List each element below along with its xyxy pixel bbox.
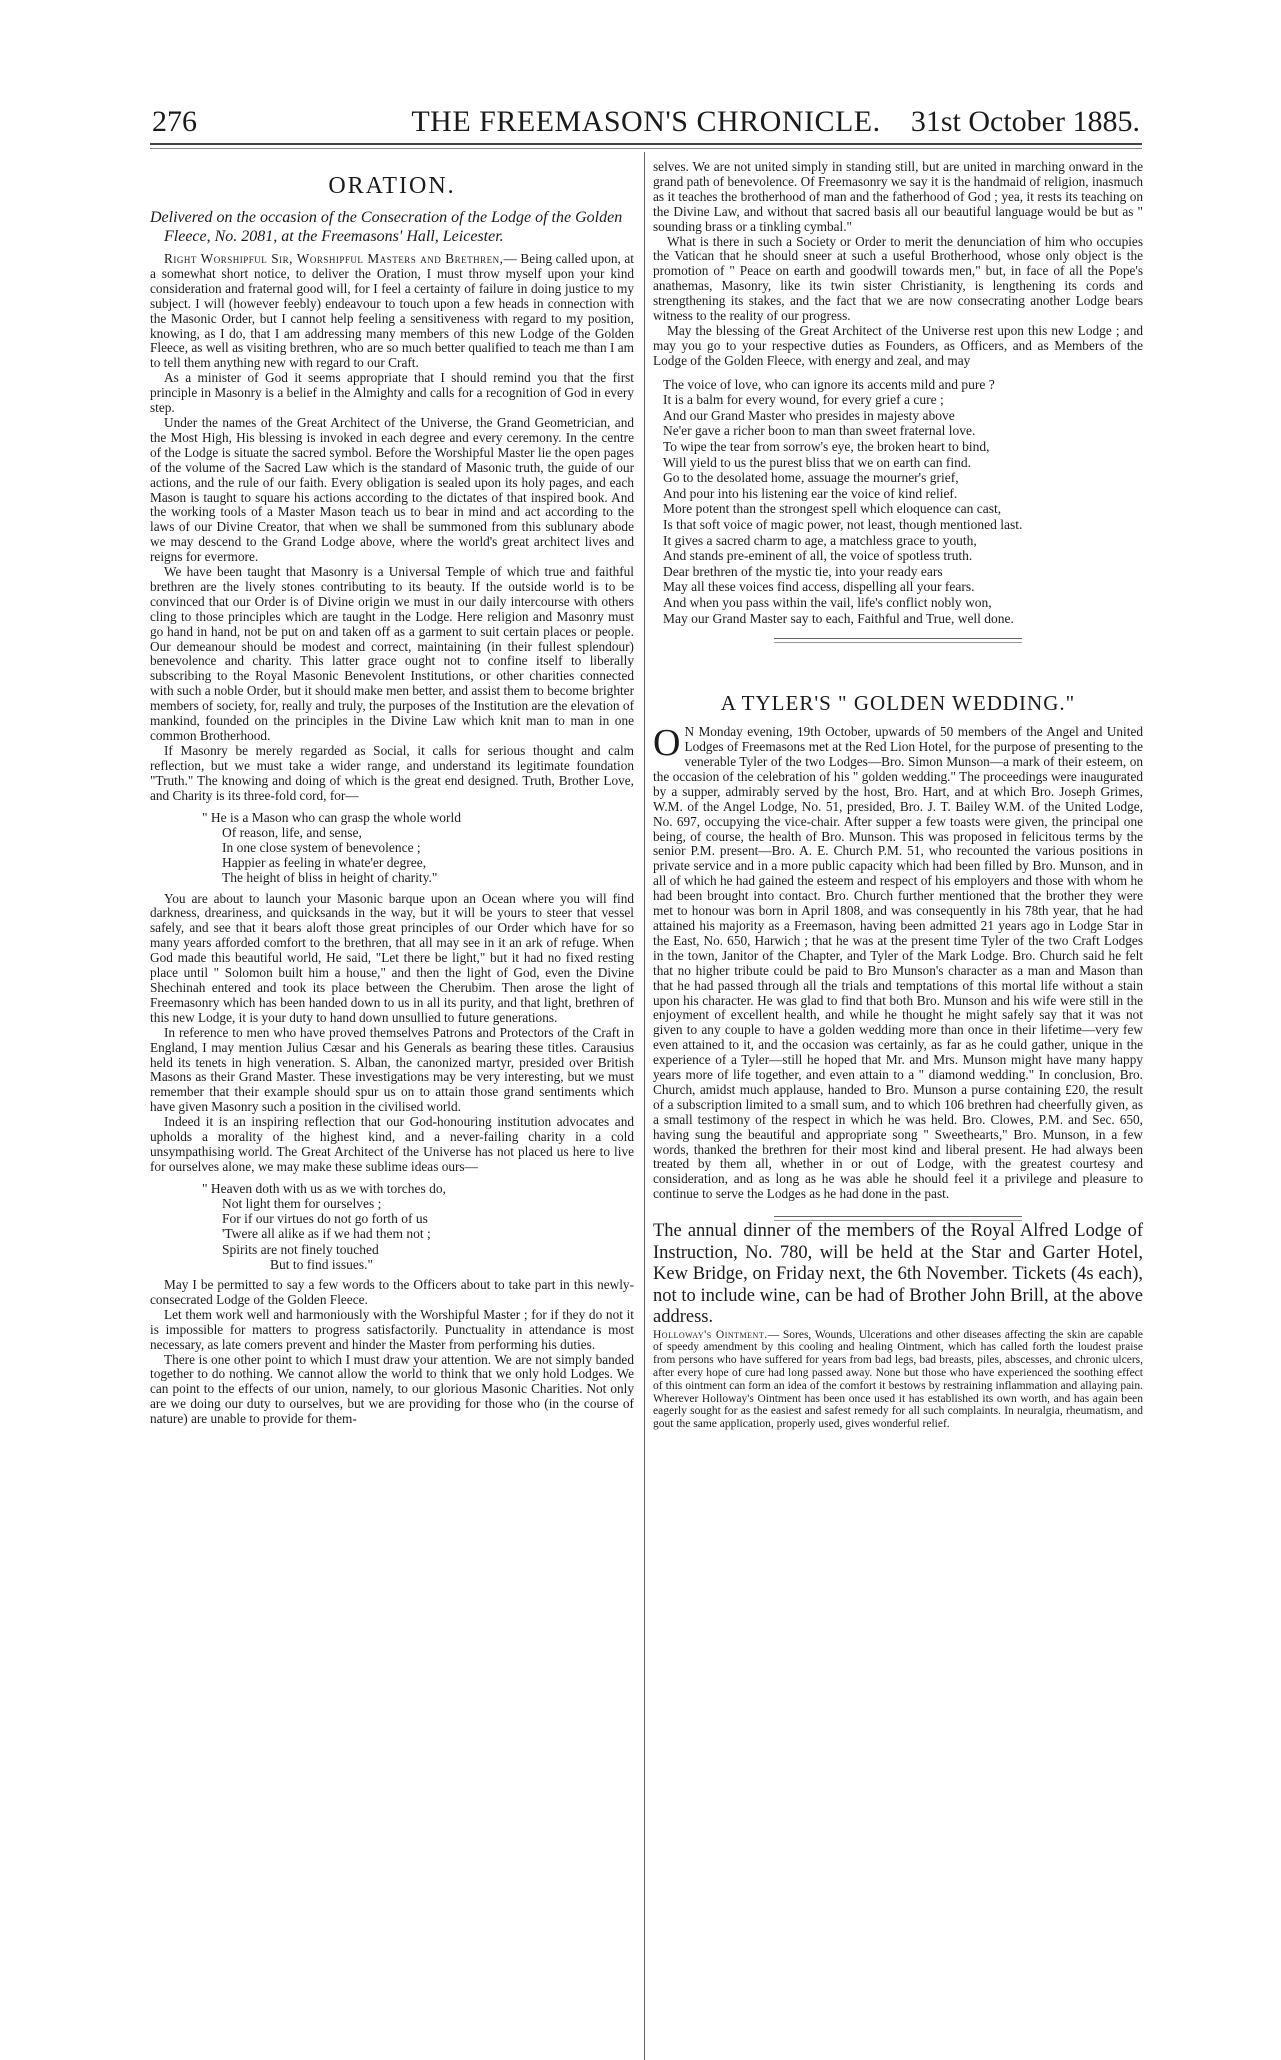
verse-line: It gives a sacred charm to age, a matchless grace to youth,: [663, 532, 977, 548]
verse-line: The height of bliss in height of charity.": [222, 870, 438, 886]
drop-cap: O: [653, 725, 681, 765]
verse-line: And stands pre-eminent of all, the voice of spotless truth.: [663, 548, 973, 564]
verse-line: For if our virtues do not go forth of us: [222, 1211, 428, 1227]
oration-paragraph-11: There is one other point to which I must draw your attention. We are not simply banded together to do nothing. We cannot allow the world to think that we only hold Lodges. We can point to the effects of our union, namely, to our glorious Masonic Charities. Not only are we doing our duty to ourselves, but we are providing for those who (in the course of nature) are unable to provide for them-: [150, 1351, 634, 1427]
masthead-rule: [150, 143, 1142, 145]
section-rule-thin: [774, 642, 1022, 643]
verse-mason: [150, 810, 634, 886]
holloway-advert: [653, 1329, 1143, 1431]
verse-line: And our Grand Master who presides in majesty above: [663, 407, 955, 423]
verse-line: May all these voices find access, dispelling all your fears.: [663, 579, 975, 595]
verse-line: 'Twere all alike as if we had them not ;: [222, 1226, 431, 1242]
verse-line: And pour into his listening ear the voice of kind relief.: [663, 485, 958, 501]
oration-paragraph-14: May the blessing of the Great Architect of the Universe rest upon this new Lodge ; and may you go to your respective duties as Founders, as Officers, and as Members of the Lodge of the Golden Fleece, with energy and zeal, and may: [653, 322, 1143, 368]
tyler-body: N Monday evening, 19th October, upwards of 50 members of the Angel and United Lodges of Freemasons met at the Red Lion Hotel, for the purpose of presenting to the venerable Tyler of the two Lodges—Bro. Simon Munson—a mark of their esteem, on the occasion of the celebration of his " golden wedding." The proceedings were inaugurated by a supper, admirably served by the host, Bro. Hart, and at which Bro. Joseph Grimes, W.M. of the Angel Lodge, No. 51, presided, Bro. J. T. Bailey W.M. of the United Lodge, No. 697, occupying the vice-chair. After supper a few toasts were given, the principal one being, of course, the health of Bro. Munson. This was proposed in felicitous terms by the senior P.M. present—Bro. A. E. Church P.M. 51, who recounted the various positions in private service and in a more public capacity which had been filled by Bro. Munson, and in all of which he had gained the esteem and respect of his employers and those with whom he had been brought into contact. Bro. Church further mentioned that the brother they were met to honour was born in April 1808, and was consequently in his 78th year, that he had attained his majority as a Freemason, having been admitted 21 years ago in Lodge Star in the East, No. 650, Harwich ; that he was at the present time Tyler of the two Craft Lodges in the town, Janitor of the Chapter, and Tyler of the Mark Lodge. Bro. Church said he felt that no higher tribute could be paid to Bro Munson's character as a man and Mason than that he had passed through all the trials and temptations of this mortal life without a stain upon his character. He was glad to find that both Bro. Munson and his wife were still in the enjoyment of excellent health, and while he thought he might safely say that it was not given to any couple to have a golden wedding more than once in their lifetime—very few even attained to it, and the occasion was certainly, as far as he could gather, unique in the experience of a Tyler—still he hoped that Mr. and Mrs. Munson might have many happy years more of life together, and even attain to a " diamond wedding." In conclusion, Bro. Church, amidst much applause, handed to Bro. Munson a purse containing £20, the result of a subscription limited to a small sum, and to which 106 brethren had cheerfully given, as a small testimony of the respect in which he was held. Bro. Clowes, P.M. and Sec. 650, having sung the beautiful and appropriate song " Sweethearts," Bro. Munson, in a few words, thanked the brethren for their most kind and liberal present. He had always been treated by them all, whether in or out of Lodge, with the greatest courtesy and consideration, and as long as he was able he should feel it a privilege and pleasure to continue to serve the Lodges as he had done in the past.: [653, 725, 1143, 1202]
verse-line: Ne'er gave a richer boon to man than sweet fraternal love.: [663, 423, 976, 439]
oration-paragraph-7: In reference to men who have proved themselves Patrons and Protectors of the Craft in England, I may mention Julius Cæsar and his Generals as bearing these titles. Carausius held its tenets in high veneration. S. Alban, the canonized martyr, presided over British Masons as their Grand Master. These investigations may be very interesting, but we must remember that their example should spur us on to attain those grand sentiments which have given Masonry such a position in the civilised world.: [150, 1024, 634, 1115]
oration-paragraph-6: You are about to launch your Masonic barque upon an Ocean where you will find darkness, dreariness, and quicksands in the way, but it will be yours to steer that vessel safely, and see that it bears aloft those great principles of our Order which have for so many years afforded comfort to the brethren, that all may see in it an ark of refuge. When God made this beautiful world, He said, "Let there be light," but it had no fixed resting place until " Solomon built him a house," and then the light of God, even the Divine Shechinah entered and took its place between the Cherubim. Then arose the light of Freemasonry which has been handed down to us in all its purity, and that light, brethren of this new Lodge, it is your duty to hand down unsullied to future generations.: [150, 890, 634, 1025]
section-rule: [774, 638, 1022, 639]
verse-line: More potent than the strongest spell which eloquence can cast,: [663, 501, 1002, 517]
verse-line: " He is a Mason who can grasp the whole world: [202, 809, 461, 825]
advert-body: — Sores, Wounds, Ulcerations and other diseases affecting the skin are capable of speedy amendment by this cooling and healing Ointment, which has called forth the loudest praise from persons who have suffered for years from bad legs, bad breasts, piles, abscesses, and chronic ulcers, after every hope of cure had long passed away. None but those who have experienced the soothing effect of this ointment can form an idea of the comfort it bestows by restraining inflammation and allaying pain. Wherever Holloway's Ointment has been once used it has established its own worth, and has again been eagerly sought for as the easiest and safest remedy for all such complaints. In neuralgia, rheumatism, and gout the same application, properly used, gives wonderful relief.: [653, 1328, 1143, 1431]
verse-line: Spirits are not finely touched: [222, 1241, 379, 1257]
oration-subtitle: Delivered on the occasion of the Consecration of the Lodge of the Golden Fleece, No. 2081, at the Freemasons' Hall, Leicester.: [150, 209, 623, 245]
advert-title: Holloway's Ointment.: [653, 1328, 768, 1341]
publication-title: THE FREEMASON'S CHRONICLE.: [411, 105, 881, 138]
masthead: [152, 104, 1140, 140]
oration-paragraph-9: May I be permitted to say a few words to the Officers about to take part in this newly-consecrated Lodge of the Golden Fleece.: [150, 1276, 634, 1307]
verse-voice-of-love: [653, 377, 1143, 627]
verse-line: May our Grand Master say to each, Faithful and True, well done.: [663, 610, 1014, 626]
verse-line: To wipe the tear from sorrow's eye, the broken heart to bind,: [663, 439, 990, 455]
oration-paragraph-5: If Masonry be merely regarded as Social, it calls for serious thought and calm reflection, but we must take a wider range, and understand its legitimate foundation "Truth." The knowing and doing of which is the great end designed. Truth, Brother Love, and Charity is its three-fold cord, for—: [150, 742, 634, 803]
tyler-heading: A TYLER'S " GOLDEN WEDDING.": [720, 691, 1076, 716]
masthead-rule-thin: [150, 148, 1142, 149]
issue-date: 31st October 1885.: [910, 105, 1140, 138]
left-column: [150, 160, 634, 1427]
oration-paragraph-2: As a minister of God it seems appropriate that I should remind you that the first principle in Masonry is a belief in the Almighty and calls for a recognition of God in every step.: [150, 370, 634, 416]
section-rule: [774, 1216, 1022, 1217]
verse-torches: [150, 1181, 634, 1272]
verse-line: The voice of love, who can ignore its accents mild and pure ?: [663, 376, 995, 392]
verse-line: Dear brethren of the mystic tie, into your ready ears: [663, 563, 943, 579]
page-number: 276: [152, 105, 197, 138]
oration-paragraph-13: What is there in such a Society or Order to merit the denunciation of him who occupies the Vatican that he should sneer at such a useful Brotherhood, whose only object is the promotion of " Peace on earth and goodwill towards men," but, in face of all the Pope's anathemas, Masonry, like its twin sister Christianity, is lengthening its cords and strengthening its stakes, and the fact that we are now consecrating another Lodge bears witness to the reality of our progress.: [653, 233, 1143, 324]
verse-line: It is a balm for every wound, for every grief a cure ;: [663, 392, 944, 408]
verse-line: Will yield to us the purest bliss that we on earth can find.: [663, 454, 972, 470]
verse-line: Is that soft voice of magic power, not least, though mentioned last.: [663, 517, 1023, 533]
verse-line: In one close system of benevolence ;: [222, 839, 421, 855]
oration-paragraph-10: Let them work well and harmoniously with the Worshipful Master ; for if they do not it is impossible for matters to progress satisfactorily. Punctuality in attendance is most necessary, as late comers prevent and hinder the Master from performing his duties.: [150, 1306, 634, 1352]
right-column: [653, 160, 1143, 1431]
oration-paragraph-12: selves. We are not united simply in standing still, but are united in marching onward in the grand path of benevolence. Of Freemasonry we say it is the handmaid of religion, inasmuch as it teaches the brotherhood of man and the fatherhood of God ; yea, it rests its teaching on the Divine Law, and without that sacred basis all our beautiful language would be but as " sounding brass or a tinkling cymbal.": [653, 159, 1143, 234]
verse-line: But to find issues.": [270, 1256, 374, 1272]
column-divider: [644, 152, 645, 2060]
verse-line: And when you pass within the vail, life's conflict nobly won,: [663, 595, 992, 610]
verse-line: " Heaven doth with us as we with torches do,: [202, 1180, 446, 1196]
salutation: Right Worshipful Sir, Worshipful Masters and Brethren,: [164, 251, 504, 266]
oration-paragraph-3: Under the names of the Great Architect of the Universe, the Grand Geometrician, and the Most High, His blessing is invoked in each degree and every ceremony. In the centre of the Lodge is situate the sacred symbol. Before the Worshipful Master lie the open pages of the volume of the Sacred Law which is the standard of Masonic truth, the guide of our actions, and the rule of our faith. Every obligation is sealed upon its holy pages, and each Mason is taught to square his actions according to the dictates of that inspired book. And the working tools of a Master Mason teach us to bear in mind and act according to the laws of our Divine Creator, that when we shall be summoned from this sublunary abode we may descend to the Grand Lodge above, where the world's great architect lives and reigns for evermore.: [150, 414, 634, 565]
oration-heading: ORATION.: [328, 173, 456, 199]
oration-paragraph-1-text: — Being called upon, at a somewhat short notice, to deliver the Oration, I must throw myself upon your kind consideration and fraternal good will, for I feel a certainty of failure in doing justice to my subject. I will (however feebly) endeavour to touch upon a few heads in connection with the Masonic Order, but I cannot help feeling a sensitiveness with regard to my position, knowing, as I do, that I am addressing many members of this new Lodge of the Golden Fleece, as well as visiting brethren, who are so much better qualified to teach me than I am to tell them anything new with regard to our Craft.: [150, 251, 634, 371]
dinner-notice: The annual dinner of the members of the Royal Alfred Lodge of Instruction, No. 780, will be held at the Star and Garter Hotel, Kew Bridge, on Friday next, the 6th November. Tickets (4s each), not to include wine, can be had of Brother John Brill, at the above address.: [653, 1221, 1143, 1328]
verse-line: Of reason, life, and sense,: [222, 824, 362, 840]
oration-paragraph-8: Indeed it is an inspiring reflection that our God-honouring institution advocates and upholds a morality of the highest kind, and a never-failing charity in a cold unsympathising world. The Great Architect of the Universe has not placed us here to live for ourselves alone, we may make these sublime ideas ours—: [150, 1114, 634, 1174]
tyler-article: [653, 725, 1143, 1202]
oration-paragraph-4: We have been taught that Masonry is a Universal Temple of which true and faithful brethren are the lively stones contributing to its beauty. If the outside world is to be convinced that our Order is of Divine origin we must in our daily intercourse with others cling to those principles which are taught in the Lodge. Here religion and Masonry must go hand in hand, not be put on and taken off as a garment to suit certain places or people. Our demeanour should be modest and correct, maintaining (in their fullest splendour) benevolence and charity. This latter grace ought not to confine itself to liberally subscribing to the Royal Masonic Benevolent Institutions, or other charities connected with such a noble Order, but it should make men better, and assist them to become brighter members of society, for, really and truly, the purposes of the Institution are the elevation of mankind, founded on the principles in the Divine Law which knit man to man in one common Brotherhood.: [150, 564, 634, 743]
verse-line: Not light them for ourselves ;: [222, 1195, 382, 1211]
verse-line: Happier as feeling in whate'er degree,: [222, 855, 427, 871]
verse-line: Go to the desolated home, assuage the mourner's grief,: [663, 470, 959, 486]
oration-paragraph-1: [150, 252, 634, 371]
